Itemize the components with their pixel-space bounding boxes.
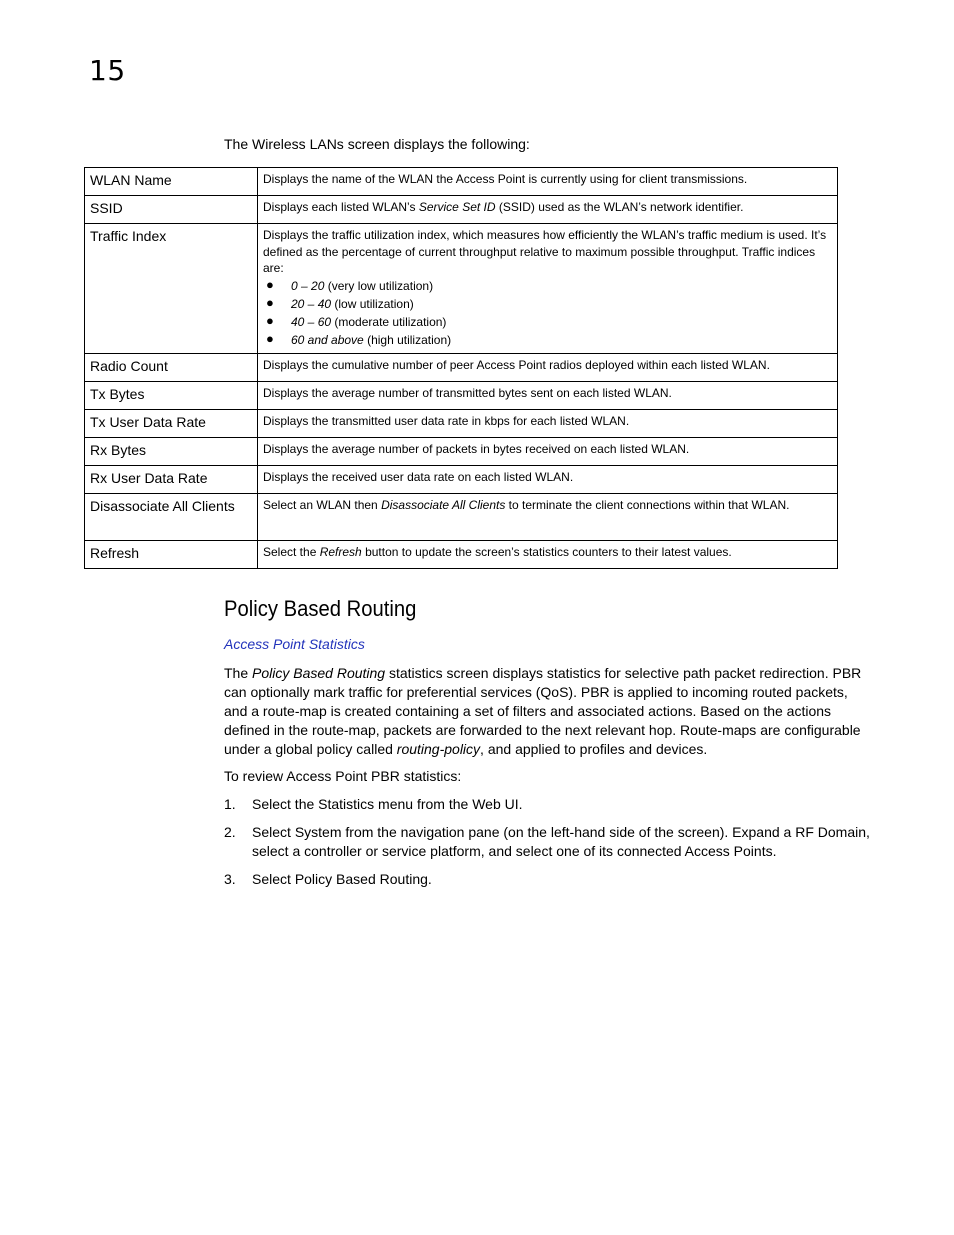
para-text: statistics screen displays statistics for selective path packet redirection. PBR can optionally mark traffic for preferential services (QoS). PBR is applied to incoming routed packets, and a route-map is created containing a set of filters and associated actions. Based on the actions defined in the route-map, packets are forwarded to the next relevant hop. Route-maps are configurable under a global policy called [224, 665, 862, 757]
row-term: Rx Bytes [85, 438, 258, 466]
table-row [85, 466, 838, 494]
step-text [252, 823, 874, 861]
para-emphasis: routing-policy [396, 741, 481, 757]
desc-emphasis: Service Set ID [418, 200, 496, 214]
desc-emphasis: Refresh [319, 545, 362, 559]
table-row [85, 541, 838, 569]
range-label: 20 – 40 [291, 296, 332, 311]
access-point-statistics-link[interactable]: Access Point Statistics [224, 636, 365, 652]
para-text: The [224, 665, 253, 681]
steps-intro: To review Access Point PBR statistics: [224, 768, 462, 784]
para-text: , and applied to profiles and devices. [480, 741, 708, 757]
pbr-description [224, 664, 874, 759]
range-desc: (low utilization) [331, 296, 414, 311]
row-term: Disassociate All Clients [85, 494, 258, 541]
list-item [263, 295, 832, 313]
row-description [258, 494, 838, 541]
step-prefix: Select [252, 871, 295, 887]
bullet-icon: ● [266, 276, 274, 292]
desc-text: Displays the traffic utilization index, which measures how efficiently the WLAN’s traffic medium is used. It’s defined as the percentage of current throughput relative to maximum possible throughput. Traffic indices are: [263, 228, 827, 275]
row-term: Tx User Data Rate [85, 410, 258, 438]
row-term: Refresh [85, 541, 258, 569]
table-row [85, 168, 838, 196]
step-suffix: from the navigation pane (on the left-hand side of the screen). Expand a RF Domain, select a controller or service platform, and select one of its connected Access Points. [252, 824, 870, 859]
range-desc: (very low utilization) [324, 278, 434, 293]
row-term: SSID [85, 196, 258, 224]
step-item [224, 870, 874, 889]
list-item [263, 277, 832, 295]
row-description: Displays the transmitted user data rate in kbps for each listed WLAN. [258, 410, 838, 438]
bullet-icon: ● [266, 312, 274, 328]
step-text [252, 870, 874, 889]
ui-term: System [294, 824, 342, 840]
step-text [252, 795, 874, 814]
table-row [85, 224, 838, 354]
parameter-table [84, 167, 838, 569]
ui-term: Policy Based Routing [294, 871, 428, 887]
bullet-icon: ● [266, 330, 274, 346]
step-number: 3. [224, 871, 236, 887]
desc-text: Select the [263, 545, 320, 559]
range-label: 0 – 20 [291, 278, 325, 293]
row-term: WLAN Name [85, 168, 258, 196]
desc-text: Displays each listed WLAN’s [263, 200, 419, 214]
table-row [85, 196, 838, 224]
row-term: Traffic Index [85, 224, 258, 354]
desc-emphasis: Disassociate All Clients [381, 498, 506, 512]
row-description: Displays the average number of packets in bytes received on each listed WLAN. [258, 438, 838, 466]
table-row [85, 382, 838, 410]
step-suffix: . [427, 871, 432, 887]
range-label: 60 and above [291, 332, 364, 347]
row-term: Tx Bytes [85, 382, 258, 410]
step-suffix: menu from the Web UI. [374, 796, 523, 812]
range-desc: (moderate utilization) [331, 314, 447, 329]
step-prefix: Select [252, 824, 295, 840]
step-item [224, 823, 874, 861]
row-description: Displays the average number of transmitted bytes sent on each listed WLAN. [258, 382, 838, 410]
intro-screen-name: Wireless LANs [252, 136, 344, 152]
list-item [263, 331, 832, 349]
row-description [258, 224, 838, 354]
desc-text: (SSID) used as the WLAN’s network identifier. [495, 200, 744, 214]
step-prefix: Select the [252, 796, 319, 812]
range-label: 40 – 60 [291, 314, 332, 329]
table-row [85, 494, 838, 541]
row-description [258, 541, 838, 569]
row-description: Displays the name of the WLAN the Access Point is currently using for client transmissions. [258, 168, 838, 196]
range-desc: (high utilization) [363, 332, 452, 347]
para-emphasis: Policy Based Routing [252, 665, 386, 681]
chapter-number: 15 [89, 54, 126, 87]
bullet-icon: ● [266, 294, 274, 310]
row-description [258, 196, 838, 224]
row-term: Radio Count [85, 354, 258, 382]
row-description: Displays the received user data rate on each listed WLAN. [258, 466, 838, 494]
desc-text: to terminate the client connections within that WLAN. [505, 498, 790, 512]
desc-text: button to update the screen’s statistics counters to their latest values. [361, 545, 732, 559]
step-number: 1. [224, 796, 236, 812]
traffic-index-list [263, 277, 832, 349]
table-row [85, 438, 838, 466]
table-intro [224, 136, 530, 152]
desc-text: Select an WLAN then [263, 498, 382, 512]
row-description: Displays the cumulative number of peer Access Point radios deployed within each listed WLAN. [258, 354, 838, 382]
step-number: 2. [224, 824, 236, 840]
table-row [85, 410, 838, 438]
intro-suffix: screen displays the following: [343, 136, 530, 152]
intro-prefix: The [224, 136, 253, 152]
row-term: Rx User Data Rate [85, 466, 258, 494]
step-item [224, 795, 874, 814]
table-row [85, 354, 838, 382]
list-item [263, 313, 832, 331]
ui-term: Statistics [318, 796, 375, 812]
section-title: Policy Based Routing [224, 596, 417, 621]
